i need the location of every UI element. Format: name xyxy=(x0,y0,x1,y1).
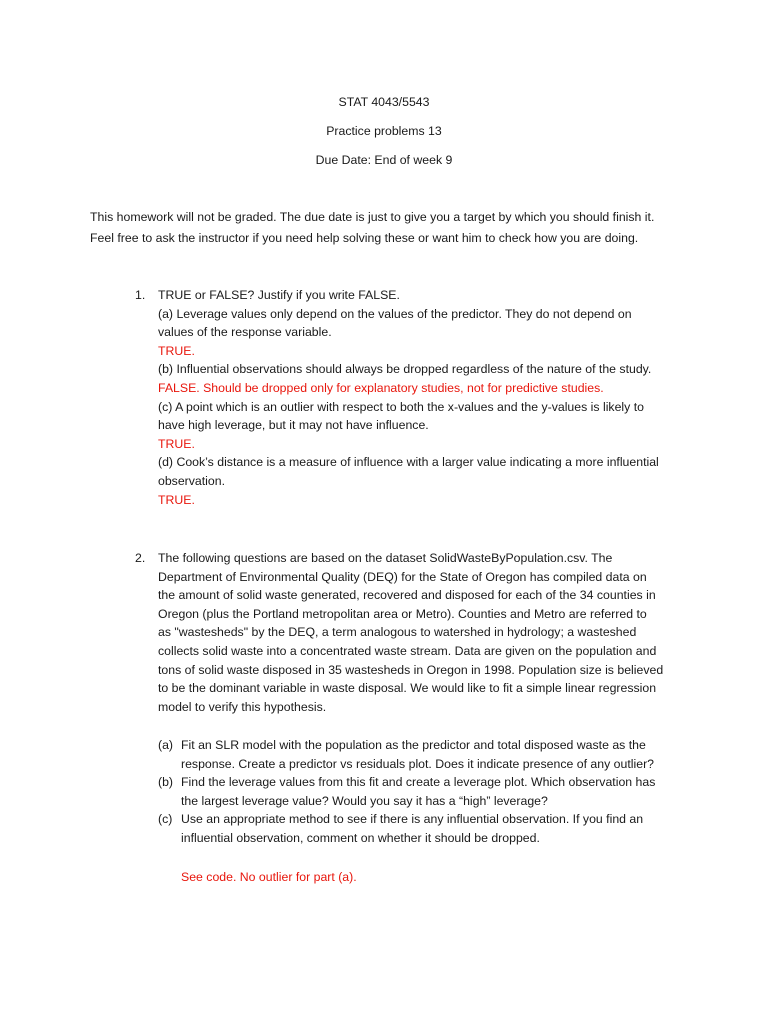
q2-part-b xyxy=(181,773,691,810)
intro-line-2: Feel free to ask the instructor if you need help solving these or want him to check how you are doing. xyxy=(90,231,639,245)
q2-line: The following questions are based on the dataset SolidWasteByPopulation.csv. The xyxy=(158,551,613,565)
q2-line: collects solid waste into a concentrated waste stream. Data are given on the population and xyxy=(158,643,657,658)
q2-part-a-line-1: Fit an SLR model with the population as the predictor and total disposed waste as the xyxy=(181,738,646,752)
q2-answer: See code. No outlier for part (a). xyxy=(181,870,357,884)
q2-line: tons of solid waste disposed in 35 wastesheds in Oregon in 1998. Population size is believed xyxy=(158,662,664,677)
question-1-number: 1. xyxy=(135,288,146,302)
q2-part-c-line-1: Use an appropriate method to see if there is any influential observation. If you find an xyxy=(181,812,644,826)
q1-d-line-1: (d) Cook’s distance is a measure of influence with a larger value indicating a more influential xyxy=(158,455,659,470)
q1-c-line-1: (c) A point which is an outlier with respect to both the x-values and the y-values is likely to xyxy=(158,399,644,414)
q1-prompt: TRUE or FALSE? Justify if you write FALSE. xyxy=(158,288,400,302)
question-2-number: 2. xyxy=(135,551,146,565)
q2-part-c-label: (c) xyxy=(158,812,173,826)
q2-part-a-line-2: response. Create a predictor vs residuals plot. Does it indicate presence of any outlier? xyxy=(181,756,654,771)
q2-line: model to verify this hypothesis. xyxy=(158,699,327,714)
q1-d-line-2: observation. xyxy=(158,473,225,488)
q2-line: the amount of solid waste generated, recovered and disposed for each of the 34 counties in xyxy=(158,588,656,603)
q1-c-answer: TRUE. xyxy=(158,436,195,451)
q1-a-line-1: (a) Leverage values only depend on the values of the predictor. They do not depend on xyxy=(158,306,632,321)
q1-b-line-1: (b) Influential observations should always be dropped regardless of the nature of the study. xyxy=(158,362,652,377)
q2-line: Oregon (plus the Portland metropolitan area or Metro). Counties and Metro are referred to xyxy=(158,606,647,621)
q1-a-line-2: values of the response variable. xyxy=(158,325,332,340)
q2-part-a xyxy=(181,736,691,773)
question-2-body xyxy=(158,549,688,716)
q2-line: as "wastesheds" by the DEQ, a term analogous to watershed in hydrology; a wasteshed xyxy=(158,625,637,640)
q2-line: Department of Environmental Quality (DEQ) for the State of Oregon has compiled data on xyxy=(158,569,647,584)
q2-part-c-line-2: influential observation, comment on whether it should be dropped. xyxy=(181,830,540,845)
q2-part-a-label: (a) xyxy=(158,738,174,752)
document-title: Practice problems 13 xyxy=(326,124,442,138)
intro-line-1: This homework will not be graded. The due date is just to give you a target by which you should finish it. xyxy=(90,210,655,224)
q1-d-answer: TRUE. xyxy=(158,492,195,507)
q1-c-line-2: have high leverage, but it may not have influence. xyxy=(158,418,429,433)
q2-part-c xyxy=(181,810,691,847)
q1-a-answer: TRUE. xyxy=(158,343,195,358)
q2-part-b-line-2: the largest leverage value? Would you say it has a “high” leverage? xyxy=(181,793,548,808)
due-date: Due Date: End of week 9 xyxy=(315,153,453,167)
intro-paragraph xyxy=(90,207,690,249)
q1-b-answer: FALSE. Should be dropped only for explanatory studies, not for predictive studies. xyxy=(158,380,604,395)
course-code: STAT 4043/5543 xyxy=(338,95,430,109)
q2-part-b-label: (b) xyxy=(158,775,174,789)
q2-line: to be the dominant variable in waste disposal. We would like to fit a simple linear regression xyxy=(158,681,657,696)
q2-part-b-line-1: Find the leverage values from this fit and create a leverage plot. Which observation has xyxy=(181,775,656,789)
question-1 xyxy=(158,286,688,509)
